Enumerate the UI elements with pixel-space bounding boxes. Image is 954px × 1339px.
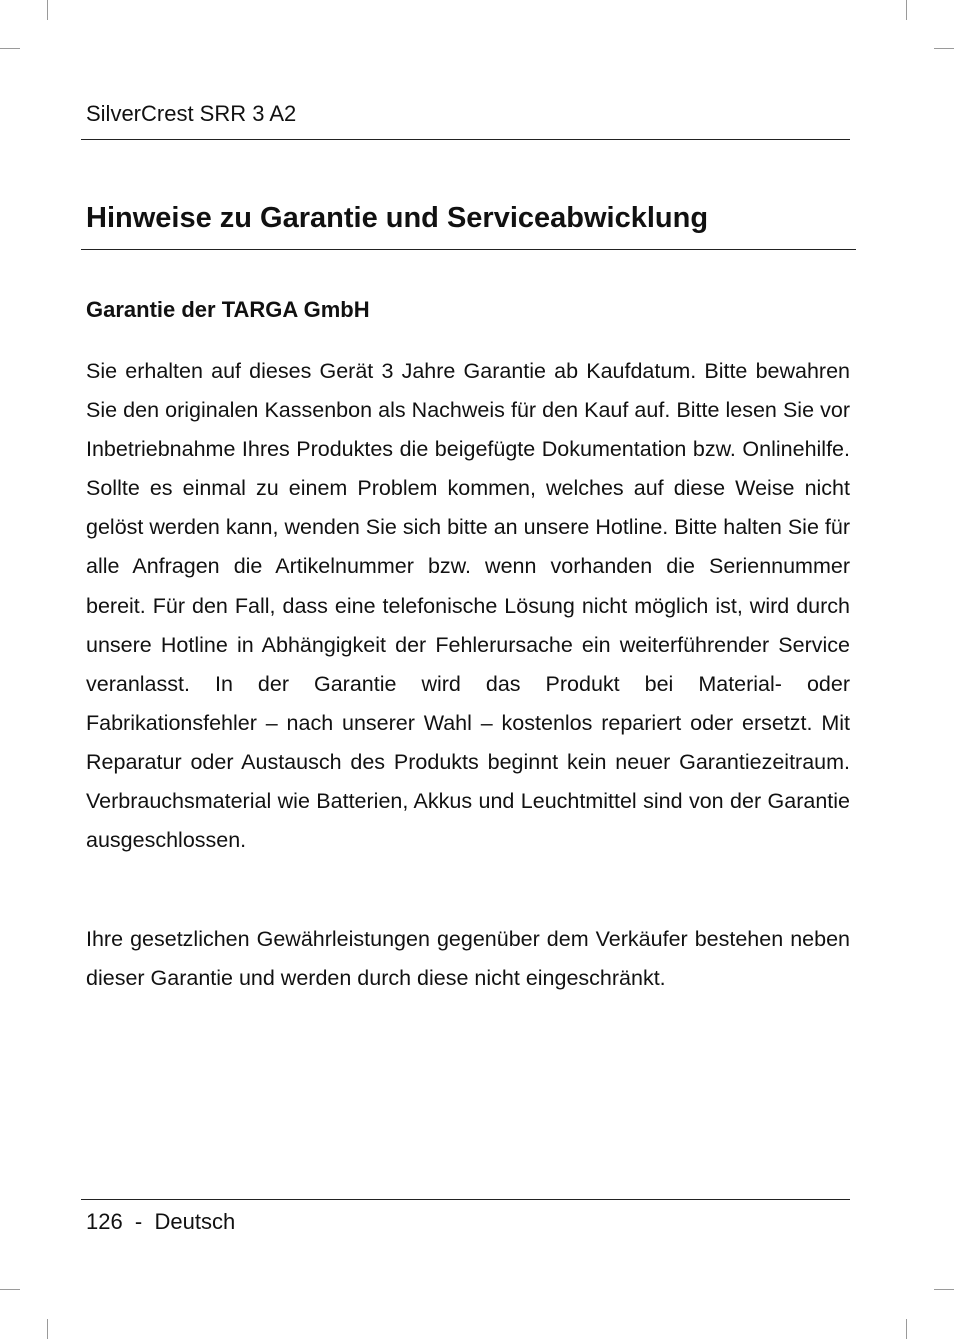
footer-rule xyxy=(81,1199,850,1200)
crop-mark-top-left xyxy=(47,0,48,20)
crop-mark-bottom-left xyxy=(47,1319,48,1339)
crop-mark-bottom-right xyxy=(906,1319,907,1339)
warranty-paragraph: Sie erhalten auf dieses Gerät 3 Jahre Garantie ab Kaufdatum. Bitte bewahren Sie den originalen Kassenbon als Nachweis für den Kauf auf. Bitte lesen Sie vor Inbetriebnahme Ihres Produktes die beigefügte Dokumentation bzw. Onlinehilfe. Sollte es einmal zu einem Problem kommen, welches auf diese Weise nicht gelöst werden kann, wenden Sie sich bitte an unsere Hotline. Bitte halten Sie für alle Anfragen die Artikelnummer bzw. wenn vorhanden die Seriennummer bereit. Für den Fall, dass eine telefonische Lösung nicht möglich ist, wird durch unsere Hotline in Abhängigkeit der Fehlerursache ein weiterführender Service veranlasst. In der Garantie wird das Produkt bei Material- oder Fabrikationsfehler – nach unserer Wahl – kostenlos repariert oder ersetzt. Mit Reparatur oder Austausch des Produkts beginnt kein neuer Garantiezeitraum. Verbrauchsmaterial wie Batterien, Akkus und Leuchtmittel sind von der Garantie ausgeschlossen. xyxy=(86,359,850,853)
crop-mark-top-right-h xyxy=(934,48,954,49)
crop-mark-top-left-h xyxy=(0,48,20,49)
crop-mark-bottom-left-h xyxy=(0,1289,20,1290)
header-rule xyxy=(81,139,850,140)
running-header: SilverCrest SRR 3 A2 xyxy=(86,101,297,126)
page-number: 126 - Deutsch xyxy=(86,1209,236,1234)
section-title: Hinweise zu Garantie und Serviceabwicklung xyxy=(86,202,709,234)
crop-mark-bottom-right-h xyxy=(934,1289,954,1290)
section-subtitle: Garantie der TARGA GmbH xyxy=(86,297,370,322)
crop-mark-top-right xyxy=(906,0,907,20)
statutory-rights-paragraph: Ihre gesetzlichen Gewährleistungen gegenüber dem Verkäufer bestehen neben dieser Garantie und werden durch diese nicht eingeschränkt. xyxy=(86,927,850,991)
title-rule xyxy=(81,249,856,250)
